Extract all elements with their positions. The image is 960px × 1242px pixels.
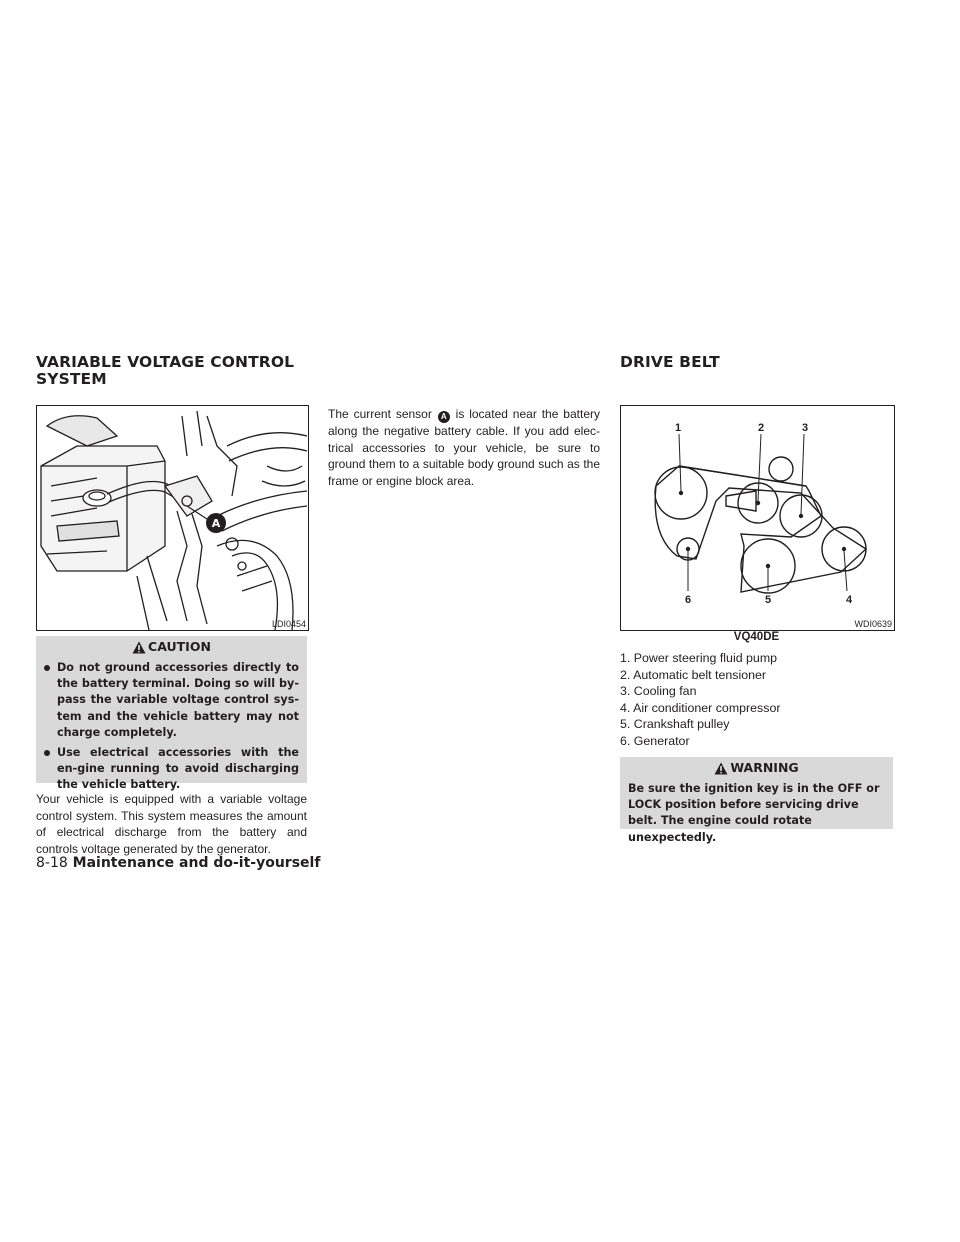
diagram-label-6: 6 [684, 594, 692, 606]
diagram-label-5: 5 [764, 594, 772, 606]
caution-item: Use electrical accessories with the en-gine running to avoid discharging the vehicle battery. [44, 745, 299, 794]
parts-list [620, 650, 893, 750]
diagram-label-3: 3 [801, 422, 809, 434]
warning-triangle-icon [132, 641, 146, 654]
warning-title: WARNING [620, 757, 893, 779]
list-item: 1. Power steering fluid pump [620, 651, 778, 665]
body-paragraph-current-sensor: The current sensor A is located near the battery along the negative battery cable. If you add elec-trical accessories to your vehicle, be sure to ground them to a suitable body ground such as the frame or engine block area. [328, 407, 600, 488]
page-footer [36, 855, 320, 871]
section-name: Maintenance and do-it-yourself [72, 855, 321, 871]
section-heading-variable-voltage: VARIABLE VOLTAGE CONTROL SYSTEM [36, 353, 295, 388]
warning-text: Be sure the ignition key is in the OFF or LOCK position before servicing drive belt. The engine could rotate unexpectedly. [628, 782, 880, 844]
warning-callout [620, 757, 893, 844]
page-number: 8-18 [36, 855, 68, 871]
section-heading-drive-belt: DRIVE BELT [620, 353, 720, 371]
list-item: 3. Cooling fan [620, 684, 697, 699]
engine-bay-drawing [37, 406, 308, 630]
caution-callout [36, 636, 307, 792]
list-item: 2. Automatic belt tensioner [620, 667, 767, 682]
drive-belt-diagram [620, 405, 895, 631]
diagram-label-4: 4 [845, 594, 853, 606]
diagram-caption: VQ40DE [733, 631, 780, 643]
diagram-label-1: 1 [674, 422, 682, 434]
warning-triangle-icon [714, 762, 728, 775]
caution-list [36, 658, 307, 804]
list-item: 4. Air conditioner compressor [620, 700, 781, 715]
list-item: 5. Crankshaft pulley [620, 717, 730, 732]
caution-item: Do not ground accessories directly to the battery terminal. Doing so will by-pass the variable voltage control sys-tem and the vehicle battery may not charge completely. [44, 660, 299, 741]
figure-code: WDI0639 [854, 619, 892, 629]
diagram-label-2: 2 [757, 422, 765, 434]
drive-belt-drawing [621, 406, 894, 630]
body-paragraph-variable-voltage: Your vehicle is equipped with a variable voltage control system. This system measures the amount of electrical discharge from the battery and controls voltage generated by the generator. [36, 792, 307, 856]
list-item: 6. Generator [620, 733, 690, 748]
figure-marker-a: A [211, 517, 221, 530]
figure-code: LDI0454 [271, 619, 306, 629]
marker-a-icon: A [438, 411, 450, 423]
engine-bay-illustration [36, 405, 309, 631]
caution-title: CAUTION [36, 636, 307, 658]
